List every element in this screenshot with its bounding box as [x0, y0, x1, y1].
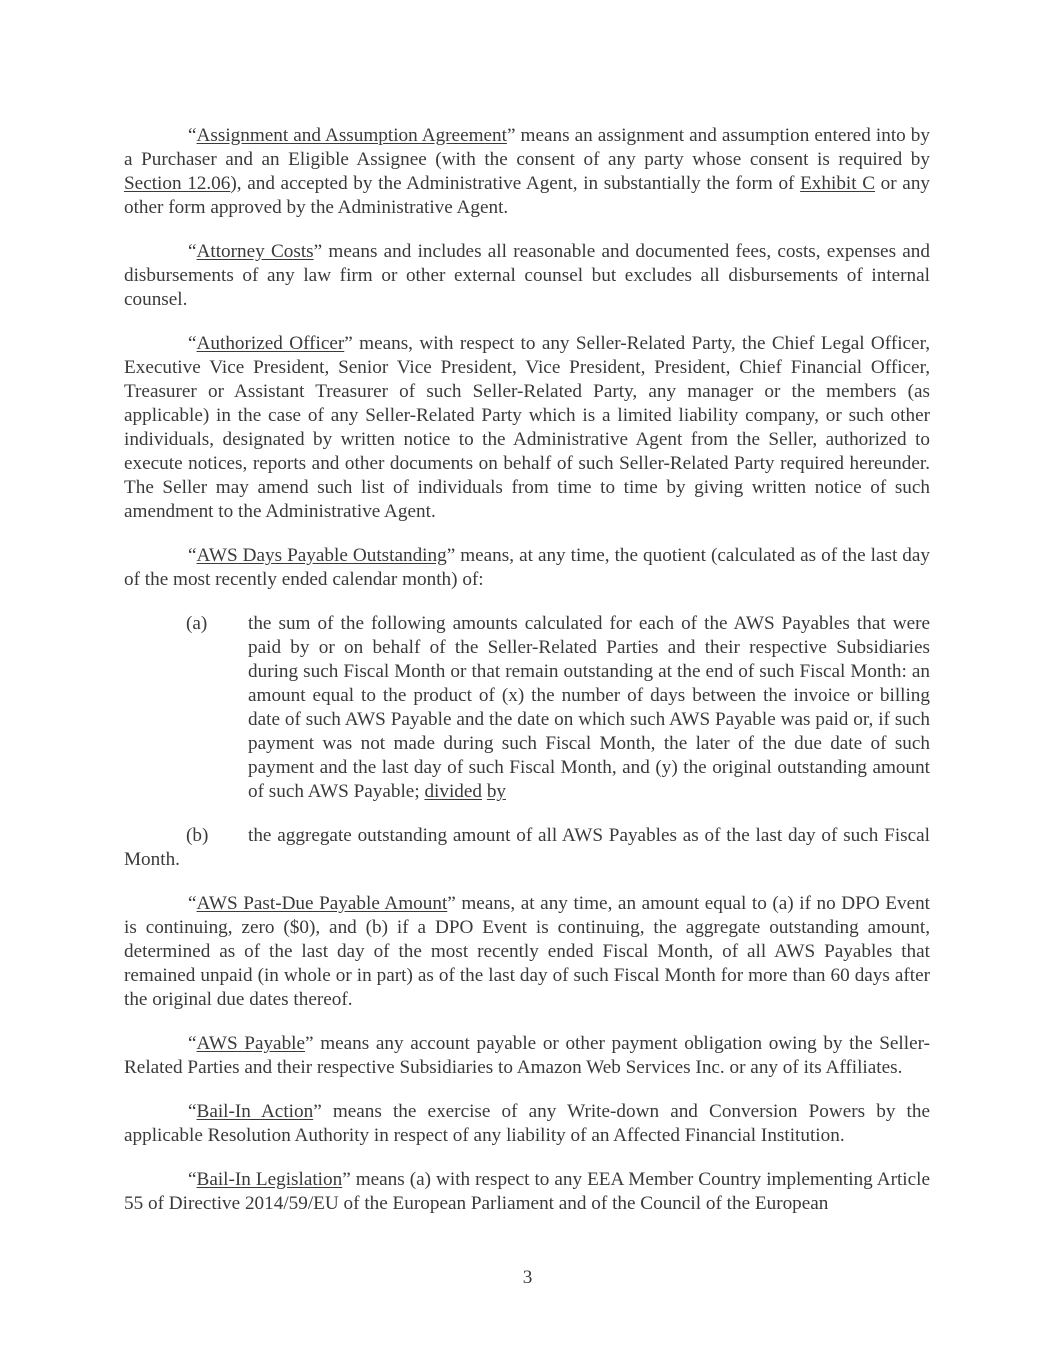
defined-term: Bail-In Legislation [196, 1169, 343, 1190]
definition-text: or any other form approved by the Administrative Agent. [124, 173, 931, 218]
definition-aws-past-due-payable-amount [124, 892, 930, 1012]
by-word: by [486, 781, 506, 802]
clause-a [124, 612, 930, 804]
definition-bail-in-action [124, 1100, 930, 1148]
open-quote: “ [188, 1101, 197, 1122]
open-quote: “ [188, 1169, 197, 1190]
definition-authorized-officer [124, 332, 930, 524]
defined-term: Assignment and Assumption Agreement [196, 125, 507, 146]
defined-term: Authorized Officer [196, 333, 345, 354]
clause-text: the sum of the following amounts calculated for each of the AWS Payables that were paid by or on behalf of the Seller-Related Parties and their respective Subsidiaries during such Fiscal Month or that remain outstanding at the end of such Fiscal Month: an amount equal to the product of (x) the number of days between the invoice or billing date of such AWS Payable and the date on which such AWS Payable was paid or, if such payment was not made during such Fiscal Month, the later of the due date of such payment and the last day of such Fiscal Month, and (y) the original outstanding amount of such AWS Payable; [248, 613, 930, 802]
definition-text: ” means any account payable or other payment obligation owing by the Seller-Related Parties and their respective Subsidiaries to Amazon Web Services Inc. or any of its Affiliates. [124, 1033, 930, 1078]
section-reference-link[interactable]: Section 12.06 [124, 173, 231, 194]
definition-aws-payable [124, 1032, 930, 1080]
document-body [124, 124, 930, 1236]
open-quote: “ [188, 1033, 197, 1054]
defined-term: Bail-In Action [196, 1101, 314, 1122]
definition-text: ” means the exercise of any Write-down and Conversion Powers by the applicable Resolution Authority in respect of any liability of an Affected Financial Institution. [124, 1101, 931, 1146]
divided-word: divided [424, 781, 483, 802]
defined-term: AWS Days Payable Outstanding [196, 545, 447, 566]
page-number: 3 [522, 1267, 533, 1288]
definition-bail-in-legislation [124, 1168, 930, 1216]
clause-label: (a) [186, 613, 208, 634]
open-quote: “ [188, 333, 197, 354]
definition-text: ” means an assignment and assumption entered into by a Purchaser and an Eligible Assignee (with the consent of any party whose consent is required by [124, 125, 930, 170]
definition-text: ” means, with respect to any Seller-Related Party, the Chief Legal Officer, Executive Vice President, Senior Vice President, Vice President, President, Chief Financial Officer, Treasurer or Assistant Treasurer of such Seller-Related Party, any manager or the members (as applicable) in the case of any Seller-Related Party which is a limited liability company, or such other individuals, designated by written notice to the Administrative Agent from the Seller, authorized to execute notices, reports and other documents on behalf of such Seller-Related Party required hereunder. The Seller may amend such list of individuals from time to time by giving written notice of such amendment to the Administrative Agent. [124, 333, 930, 522]
open-quote: “ [188, 893, 197, 914]
definition-attorney-costs [124, 240, 930, 312]
defined-term: Attorney Costs [196, 241, 314, 262]
clause-text: the aggregate outstanding amount of all AWS Payables as of the last day of such Fiscal Month. [124, 825, 930, 870]
open-quote: “ [188, 241, 197, 262]
definition-text: ), and accepted by the Administrative Agent, in substantially the form of [230, 173, 801, 194]
definition-text: ” means and includes all reasonable and documented fees, costs, expenses and disbursements of any law firm or other external counsel but excludes all disbursements of internal counsel. [124, 241, 930, 310]
definition-aws-days-payable-outstanding [124, 544, 930, 592]
defined-term: AWS Payable [196, 1033, 306, 1054]
clause-b [124, 824, 930, 872]
exhibit-reference-link[interactable]: Exhibit C [800, 173, 876, 194]
definition-text: ” means (a) with respect to any EEA Member Country implementing Article 55 of Directive 2014/59/EU of the European Parliament and of the Council of the European [124, 1169, 930, 1214]
open-quote: “ [188, 125, 197, 146]
defined-term: AWS Past-Due Payable Amount [196, 893, 448, 914]
clause-body [248, 612, 930, 804]
definition-text: ” means, at any time, the quotient (calculated as of the last day of the most recently ended calendar month) of: [124, 545, 931, 590]
clause-label: (b) [186, 825, 209, 846]
definition-assignment-and-assumption-agreement [124, 124, 930, 220]
open-quote: “ [188, 545, 197, 566]
definition-text: ” means, at any time, an amount equal to (a) if no DPO Event is continuing, zero ($0), and (b) if a DPO Event is continuing, the aggregate outstanding amount, determined as of the last day of the most recently ended Fiscal Month, of all AWS Payables that remained unpaid (in whole or in part) as of the last day of such Fiscal Month for more than 60 days after the original due dates thereof. [124, 893, 931, 1010]
